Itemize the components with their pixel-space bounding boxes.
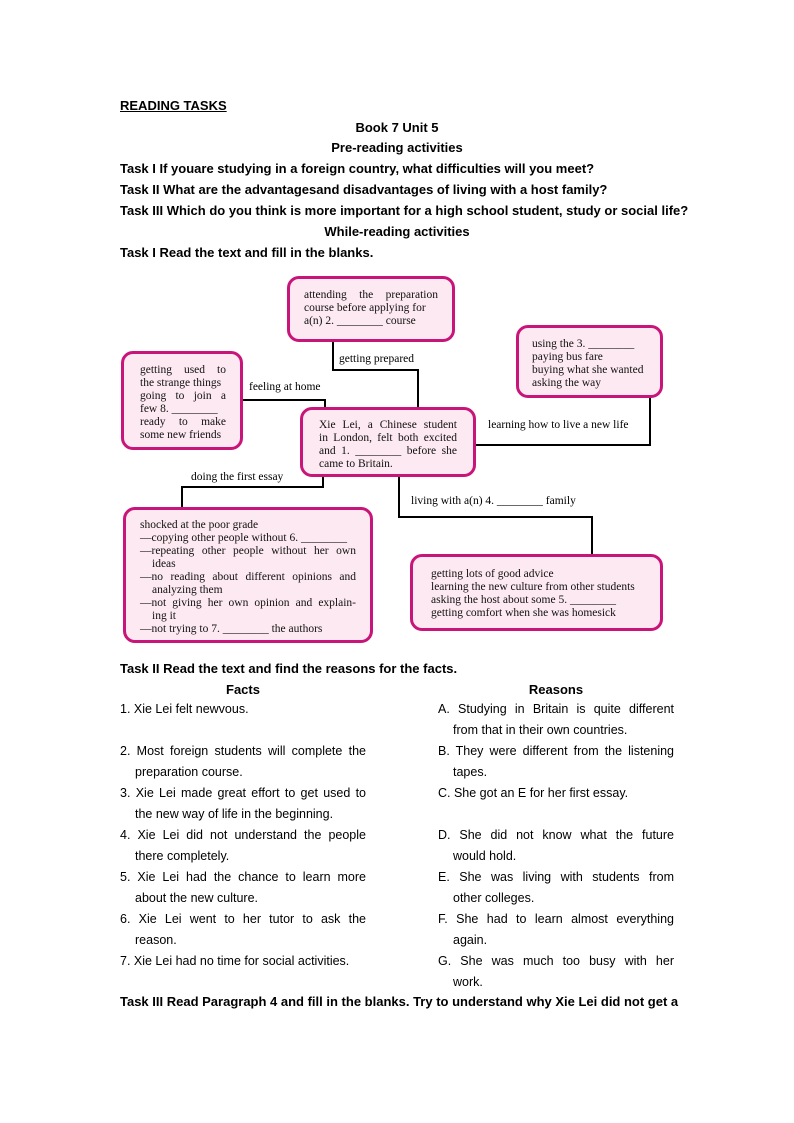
- box-host-family: getting lots of good advice learning the new culture from other students asking the host about some 5. ________ getting comfort when she was homesick: [410, 554, 663, 631]
- fact-item: 2. Most foreign students will complete the preparation course.: [120, 744, 366, 779]
- label-feeling-at-home: feeling at home: [249, 381, 321, 393]
- task3-title: Task III Read Paragraph 4 and fill in the blanks. Try to understand why Xie Lei did not get a: [120, 994, 679, 1009]
- while-reading-heading: While-reading activities: [324, 224, 470, 239]
- reason-item: B. They were different from the listening tapes.: [438, 744, 674, 779]
- label-first-essay: doing the first essay: [191, 471, 284, 483]
- reasons-list: [438, 699, 674, 993]
- pre-task-1: Task I If youare studying in a foreign country, what difficulties will you meet?: [120, 161, 595, 176]
- fact-item: 3. Xie Lei made great effort to get used to the new way of life in the beginning.: [120, 786, 366, 821]
- box-living-skills: using the 3. ________ paying bus fare buying what she wanted asking the way: [516, 325, 663, 398]
- box-first-essay: shocked at the poor grade —copying other people without 6. ________ —repeating other people without her own ideas —no reading about different opinions and analyzing them —not giving her own opinion and explain- ing it —not trying to 7. ________ the authors: [123, 507, 373, 643]
- facts-header: Facts: [226, 682, 260, 697]
- pre-task-2: Task II What are the advantagesand disadvantages of living with a host family?: [120, 182, 608, 197]
- while-task-1: Task I Read the text and fill in the blanks.: [120, 245, 374, 260]
- reason-item: D. She did not know what the future would hold.: [438, 828, 674, 863]
- label-living-with-family: living with a(n) 4. ________ family: [411, 495, 576, 507]
- fact-item: 7. Xie Lei had no time for social activities.: [120, 954, 350, 968]
- fact-item: 1. Xie Lei felt newvous.: [120, 702, 249, 716]
- reason-item: F. She had to learn almost everything again.: [438, 912, 674, 947]
- reason-item: C. She got an E for her first essay.: [438, 786, 629, 800]
- label-getting-prepared: getting prepared: [339, 353, 415, 365]
- book-unit-title: Book 7 Unit 5: [355, 120, 439, 135]
- reason-item: A. Studying in Britain is quite different from that in their own countries.: [438, 702, 674, 737]
- fact-item: 4. Xie Lei did not understand the people there completely.: [120, 828, 366, 863]
- box-xie-lei: Xie Lei, a Chinese student in London, felt both excited and 1. ________ before she came to Britain.: [300, 407, 476, 477]
- fact-item: 6. Xie Lei went to her tutor to ask the reason.: [120, 912, 366, 947]
- facts-list: [120, 699, 366, 972]
- reason-item: E. She was living with students from other colleges.: [438, 870, 674, 905]
- fact-item: 5. Xie Lei had the chance to learn more about the new culture.: [120, 870, 366, 905]
- task2-title: Task II Read the text and find the reasons for the facts.: [120, 661, 458, 676]
- pre-reading-heading: Pre-reading activities: [331, 140, 463, 155]
- box-preparation-course: attending the preparation course before applying for a(n) 2. ________ course: [287, 276, 455, 342]
- label-learning-new-life: learning how to live a new life: [488, 419, 629, 431]
- reading-tasks-heading: READING TASKS: [120, 98, 227, 113]
- pre-task-3: Task III Which do you think is more important for a high school student, study or social life?: [120, 203, 689, 218]
- reason-item: G. She was much too busy with her work.: [438, 954, 674, 989]
- reasons-header: Reasons: [528, 682, 584, 697]
- box-feeling-at-home: getting used to the strange things going to join a few 8. ________ ready to make some new friends: [121, 351, 243, 450]
